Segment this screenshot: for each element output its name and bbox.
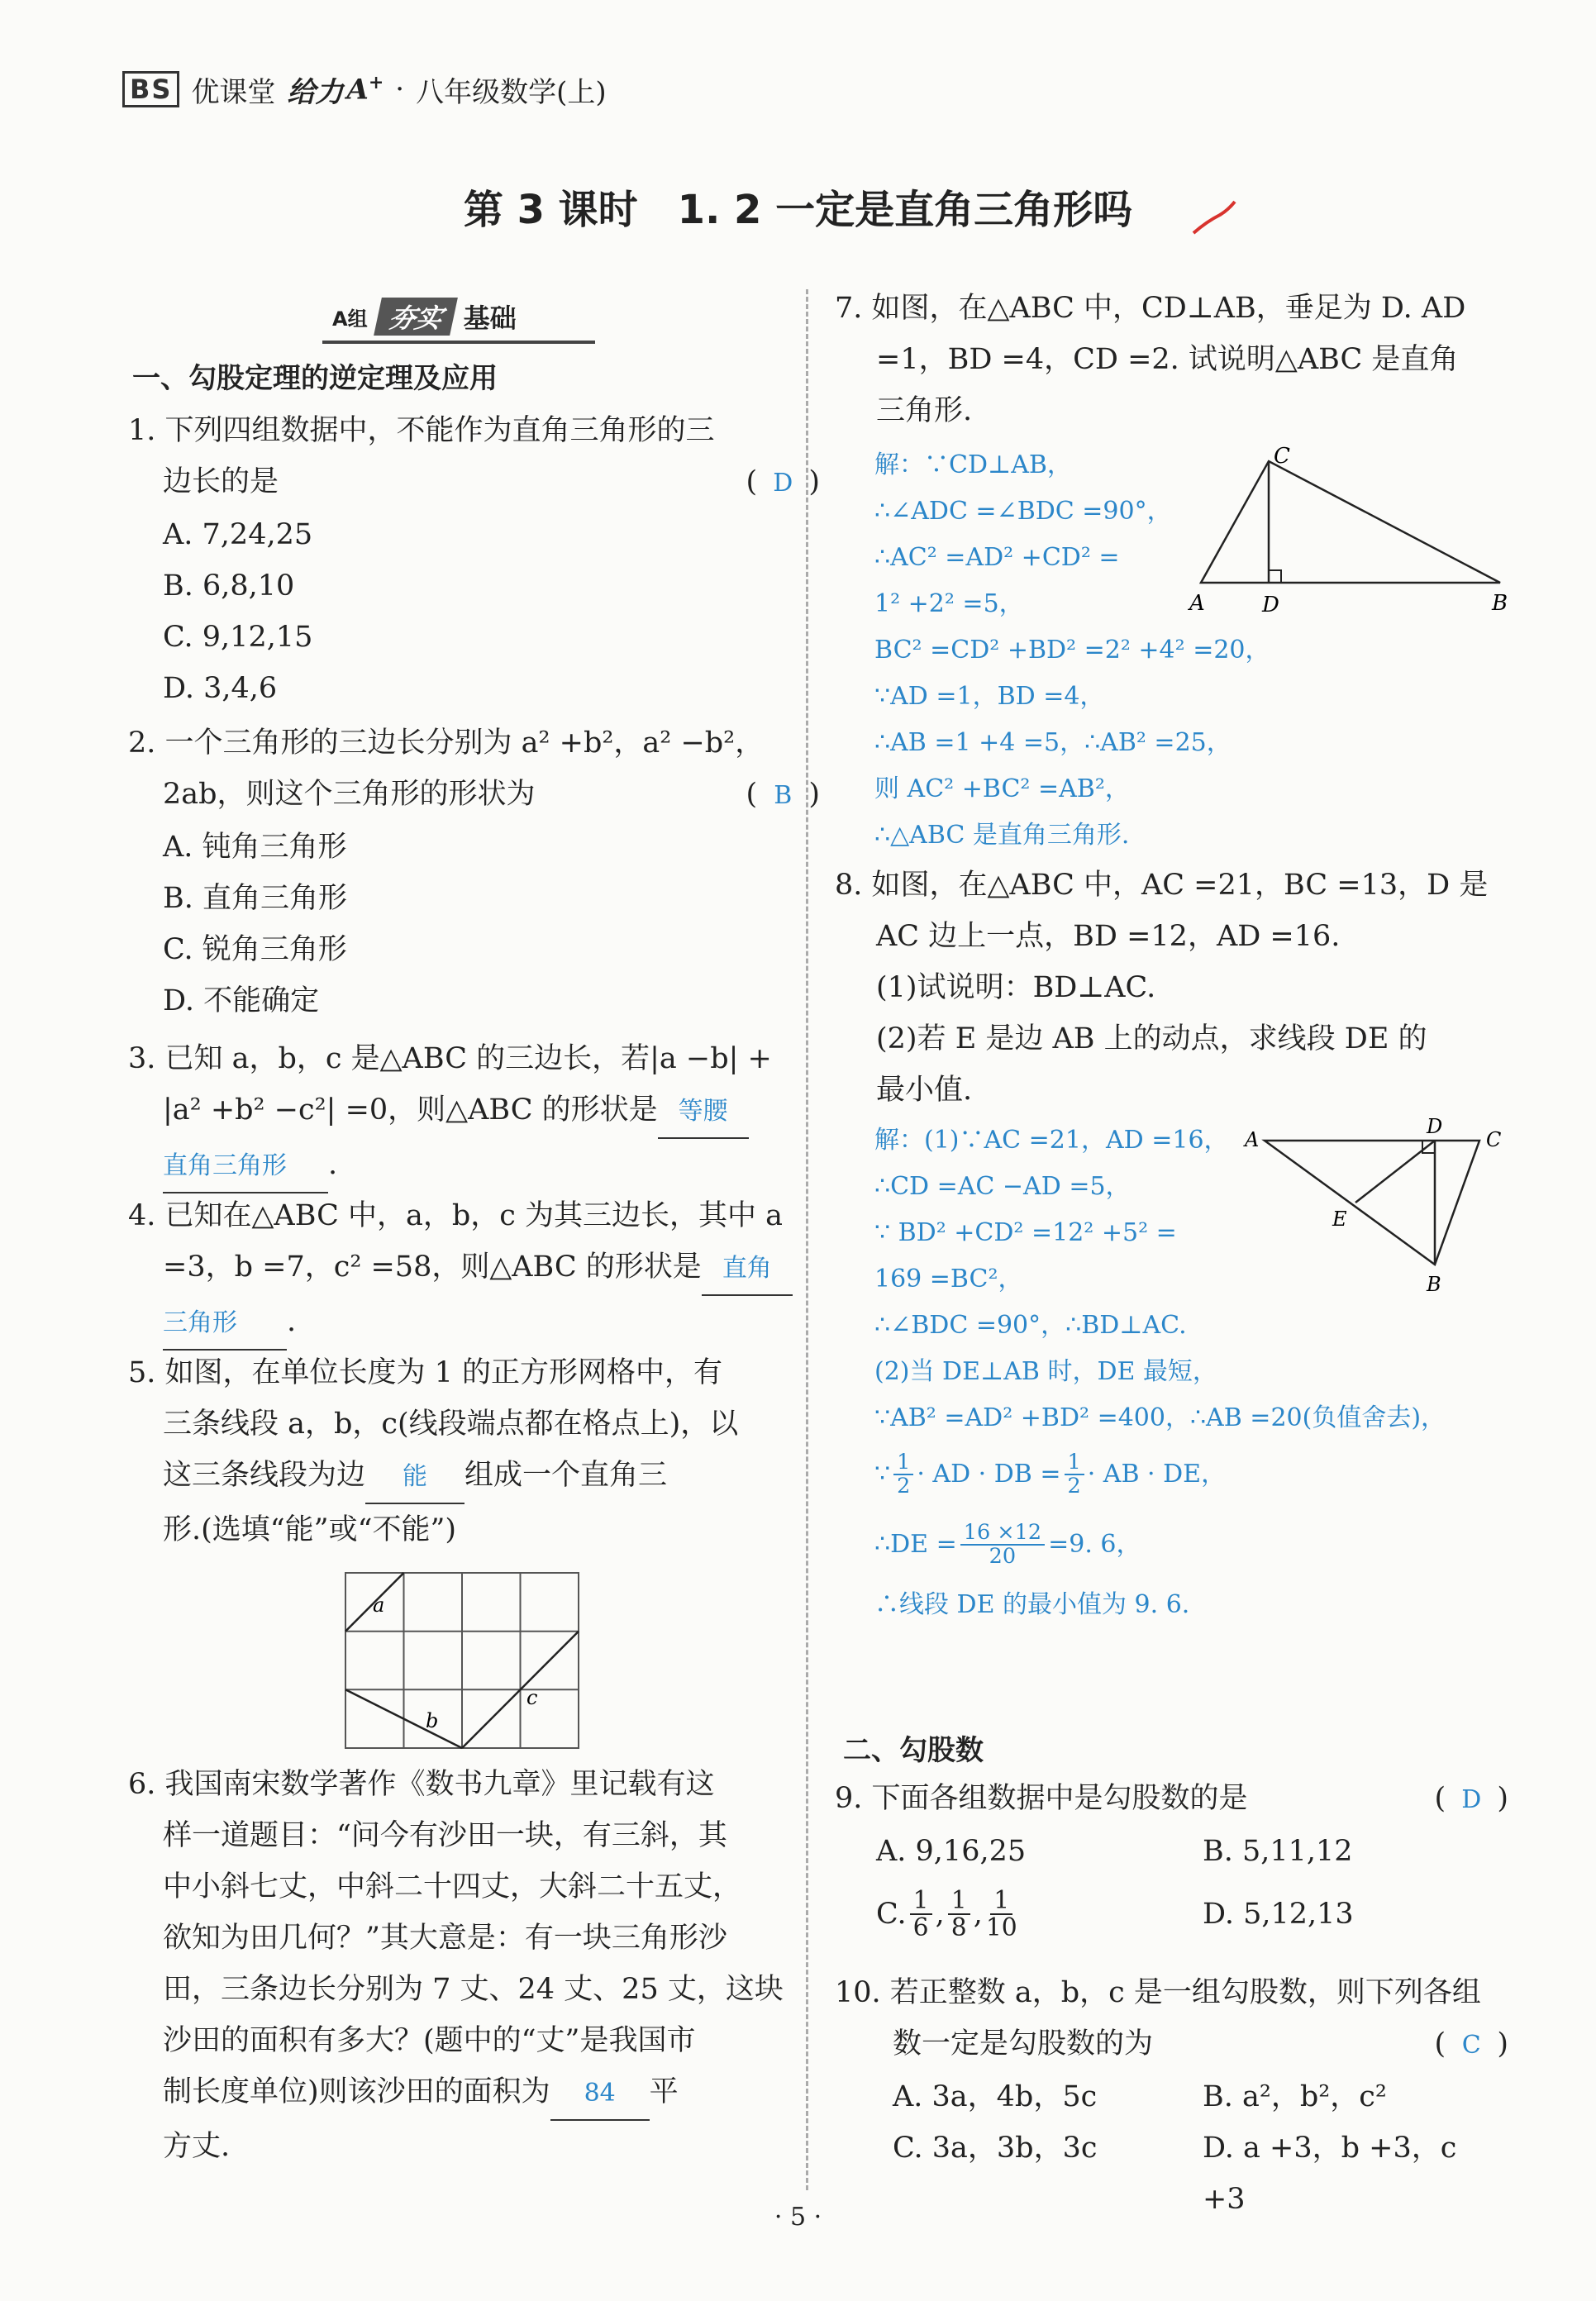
section-heading-1: 一、勾股定理的逆定理及应用 (132, 362, 498, 395)
q8-sol-de (874, 1508, 1446, 1582)
header-dot: · (395, 73, 405, 106)
q7-label-b: B (1492, 591, 1508, 616)
q8-sol-de-end: =9. 6， (1048, 1530, 1141, 1559)
q8-sol-5: ∴∠BDC =90°，∴BD⊥AC. (874, 1311, 1187, 1340)
q8-line4: (2)若 E 是边 AB 上的动点，求线段 DE 的 (876, 1022, 1427, 1055)
q8-sol-4: 169 =BC²， (874, 1265, 1023, 1293)
q5-blank: 能 (365, 1451, 465, 1504)
question-7 (835, 283, 1465, 436)
q7-label-a: A (1189, 591, 1205, 616)
q8-line1: 8. 如图，在△ABC 中，AC =21，BC =13，D 是 (835, 869, 1489, 902)
q8-sol-area-mid: · AD · DB = (917, 1460, 1061, 1489)
q8-sol-6: (2)当 DE⊥AB 时，DE 最短， (874, 1357, 1217, 1386)
q6-line2: 样一道题目：“问今有沙田一块，有三斜，其 (163, 1819, 727, 1852)
question-3 (128, 1033, 772, 1193)
q7-sol-7: ∴AB =1 +4 =5，∴AB² =25， (874, 728, 1232, 757)
q5-grid-figure (343, 1570, 583, 1752)
q7-sol-3: ∴AC² =AD² +CD² = (874, 543, 1120, 572)
question-1 (128, 405, 820, 714)
q9-line1: 9. 下面各组数据中是勾股数的是 (835, 1782, 1248, 1815)
q10-line2: 数一定是勾股数的为 (893, 2027, 1154, 2060)
q6-line1: 6. 我国南宋数学著作《数书九章》里记载有这 (128, 1768, 715, 1801)
q2-answer: B (774, 781, 793, 810)
q2-option-a: A. 钝角三角形 (163, 831, 347, 864)
q8-label-b: B (1427, 1273, 1441, 1296)
q2-option-b: B. 直角三角形 (163, 882, 347, 915)
label-c: c (526, 1686, 538, 1709)
question-6 (128, 1759, 784, 2172)
question-5 (128, 1347, 738, 1555)
q7-sol-5: BC² =CD² +BD² =2² +4² =20， (874, 636, 1270, 665)
q1-answer: D (773, 469, 793, 498)
q5-line3b: 组成一个直角三 (465, 1459, 668, 1492)
q8-sol-3: ∵ BD² +CD² =12² +5² = (874, 1218, 1177, 1247)
q2-line1: 2. 一个三角形的三边长分别为 a² +b²，a² −b²， (128, 727, 765, 760)
q6-line5: 田，三条边长分别为 7 丈、24 丈、25 丈，这块 (163, 1973, 784, 2006)
q7-sol-4: 1² +2² =5， (874, 589, 1024, 618)
q1-options (128, 509, 820, 714)
q6-line6: 沙田的面积有多大？(题中的“丈”是我国市 (163, 2024, 696, 2057)
q7-sol-1: 解：∵CD⊥AB， (874, 450, 1072, 479)
q2-answer-bracket: ( B ) (746, 769, 820, 822)
label-b: b (426, 1709, 439, 1732)
q7-sol-8: 则 AC² +BC² =AB²， (874, 774, 1130, 803)
page-header (122, 64, 607, 114)
q9-frac-3: $\frac{1}{10}$ (985, 1885, 1017, 1942)
grade-mark: A+ (346, 72, 384, 107)
q8-frac-half-1: $\frac{1}{2}$ (893, 1451, 913, 1498)
question-10 (835, 1967, 1508, 2225)
q8-line3: (1)试说明：BD⊥AC. (876, 971, 1156, 1004)
q8-sol-1: 解：(1)∵AC =21，AD =16， (874, 1126, 1229, 1155)
q8-sol-area-end: · AB · DE， (1087, 1460, 1227, 1489)
q2-option-d: D. 不能确定 (163, 984, 320, 1017)
page-title: 第 3 课时 1. 2 一定是直角三角形吗 (463, 187, 1133, 233)
q4-blank-2: 三角形 (163, 1298, 287, 1351)
q1-option-d: D. 3,4,6 (163, 672, 278, 705)
q4-end: . (287, 1305, 297, 1338)
q6-line3: 中小斜七丈，中斜二十四丈，大斜二十五丈， (163, 1870, 742, 1903)
q9-option-d: D. 5,12,13 (1203, 1898, 1354, 1931)
q9-option-a: A. 9,16,25 (876, 1835, 1027, 1868)
q3-blank-1: 等腰 (658, 1086, 749, 1139)
q8-triangle-figure (1240, 1112, 1513, 1302)
q7-sol-6: ∵AD =1，BD =4， (874, 682, 1105, 711)
badge-underline (322, 341, 595, 344)
q10-line1: 10. 若正整数 a，b，c 是一组勾股数，则下列各组 (835, 1976, 1481, 2009)
q8-sol-area-because: ∵ (874, 1460, 891, 1489)
badge-word1: 夯实 (374, 298, 458, 336)
q7-label-c: C (1274, 444, 1290, 469)
question-2 (128, 717, 820, 1027)
publisher-logo: BS (122, 71, 179, 107)
q1-option-c: C. 9,12,15 (163, 621, 313, 654)
q8-frac-de: $\frac{16 \times 12}{20}$ (960, 1522, 1045, 1568)
badge-group: A组 (332, 307, 368, 331)
q9-option-c-label: C. (876, 1898, 907, 1931)
q6-line4: 欲知为田几何？”其大意是：有一块三角形沙 (163, 1922, 727, 1955)
q8-sol-de-start: ∴DE = (874, 1530, 957, 1559)
q7-line2: =1，BD =4，CD =2. 试说明△ABC 是直角 (876, 343, 1459, 376)
q8-label-d: D (1427, 1115, 1443, 1138)
q1-line2: 边长的是 (163, 465, 279, 498)
q8-sol-7: ∵AB² =AD² +BD² =400，∴AB =20(负值舍去)， (874, 1403, 1446, 1432)
q9-option-b: B. 5,11,12 (1203, 1835, 1353, 1868)
q9-answer: D (1461, 1785, 1482, 1814)
q8-sol-area (874, 1441, 1446, 1508)
q10-answer-bracket: ( C ) (1434, 2018, 1508, 2071)
q5-line2: 三条线段 a，b，c(线段端点都在格点上)，以 (163, 1408, 739, 1441)
q3-line2: |a² +b² −c²| =0，则△ABC 的形状是 (163, 1093, 658, 1127)
q8-line2: AC 边上一点，BD =12，AD =16. (876, 920, 1341, 953)
q8-frac-half-2: $\frac{1}{2}$ (1065, 1451, 1084, 1498)
q4-line1: 4. 已知在△ABC 中，a，b，c 为其三边长，其中 a (128, 1199, 783, 1232)
q8-line5: 最小值. (876, 1074, 973, 1107)
series-name: 优课堂 (191, 75, 276, 109)
q7-sol-9: ∴△ABC 是直角三角形. (874, 821, 1130, 850)
q6-line8: 方丈. (163, 2130, 231, 2163)
q7-label-d: D (1262, 593, 1279, 617)
q5-line4: 形.(选填“能”或“不能”) (163, 1513, 457, 1546)
q1-option-b: B. 6,8,10 (163, 569, 295, 603)
question-9 (835, 1773, 1508, 1951)
q10-option-b: B. a²，b²，c² (1203, 2080, 1387, 2113)
q6-blank: 84 (550, 2068, 650, 2121)
red-check-mark-icon (1190, 197, 1240, 238)
label-a: a (373, 1594, 385, 1617)
q5-line3a: 这三条线段为边 (163, 1459, 366, 1492)
q9-answer-bracket: ( D ) (1434, 1773, 1508, 1826)
q1-option-a: A. 7,24,25 (163, 518, 313, 551)
badge-word2: 基础 (463, 303, 517, 334)
q3-end: . (328, 1148, 338, 1181)
q7-sol-2: ∴∠ADC =∠BDC =90°， (874, 497, 1172, 526)
q9-option-c: C. $\frac{1}{6}$ , $\frac{1}{8}$ , $\frac{1}{10}$ (876, 1885, 1017, 1942)
q3-line1: 3. 已知 a，b，c 是△ABC 的三边长，若|a −b| + (128, 1042, 772, 1075)
brand-name: 给力 (287, 75, 344, 109)
q4-blank-1: 直角 (702, 1243, 793, 1296)
q6-line7b: 平 (649, 2075, 679, 2108)
q9-frac-1: $\frac{1}{6}$ (910, 1888, 932, 1941)
question-4 (128, 1190, 793, 1351)
q1-line1: 1. 下列四组数据中，不能作为直角三角形的三 (128, 414, 715, 447)
q8-label-c: C (1486, 1128, 1502, 1151)
q10-option-d: D. a +3，b +3，c +3 (1202, 2132, 1457, 2216)
q2-option-c: C. 锐角三角形 (163, 933, 347, 966)
book-title: 八年级数学(上) (416, 75, 607, 109)
q2-options (128, 822, 820, 1027)
q10-option-c: C. 3a，3b，3c (893, 2132, 1098, 2165)
section-heading-2: 二、勾股数 (843, 1734, 984, 1767)
q4-line2: =3，b =7，c² =58，则△ABC 的形状是 (163, 1251, 702, 1284)
q3-blank-2: 直角三角形 (163, 1141, 328, 1193)
page-number: · 5 · (774, 2203, 822, 2232)
q8-sol-final: ∴线段 DE 的最小值为 9. 6. (874, 1590, 1190, 1619)
q6-line7a: 制长度单位)则该沙田的面积为 (163, 2075, 550, 2108)
q8-sol-2: ∴CD =AC −AD =5， (874, 1172, 1131, 1201)
q8-label-a: A (1245, 1128, 1260, 1151)
q10-option-a: A. 3a，4b，5c (893, 2080, 1098, 2113)
q2-line2: 2ab，则这个三角形的形状为 (163, 778, 536, 811)
q7-line1: 7. 如图，在△ABC 中，CD⊥AB，垂足为 D. AD (835, 292, 1466, 325)
question-8 (835, 860, 1488, 1116)
q5-line1: 5. 如图，在单位长度为 1 的正方形网格中，有 (128, 1356, 723, 1389)
q7-line3: 三角形. (876, 394, 973, 427)
q8-label-e: E (1332, 1208, 1347, 1231)
group-badge (322, 296, 526, 337)
q7-triangle-figure (1186, 438, 1517, 620)
q10-answer: C (1461, 2031, 1481, 2060)
q9-frac-2: $\frac{1}{8}$ (948, 1888, 970, 1941)
q1-answer-bracket: ( D ) (746, 456, 820, 509)
